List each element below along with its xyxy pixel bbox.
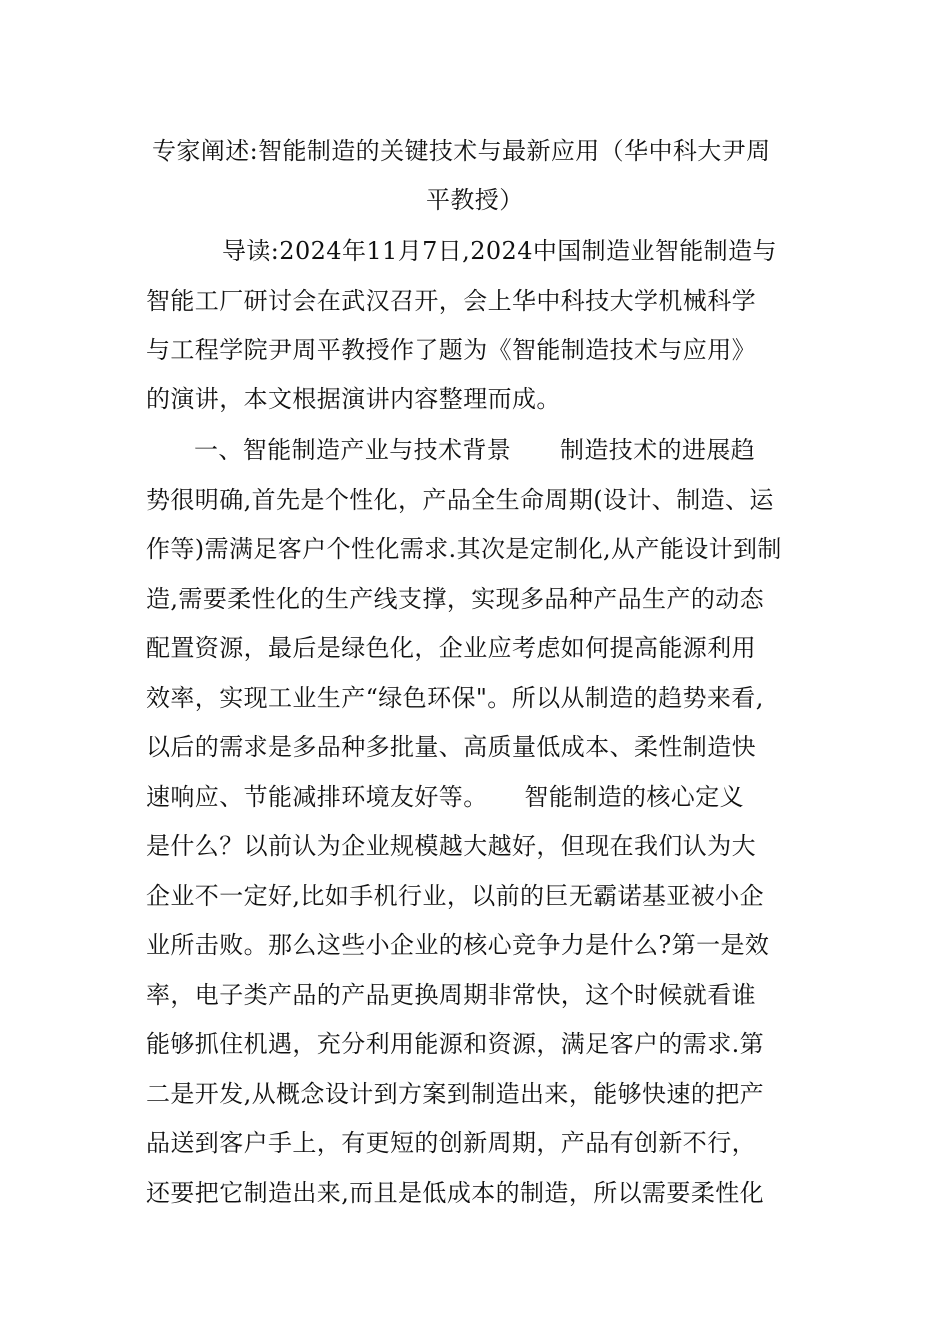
paragraph-line: 的演讲，本文根据演讲内容整理而成。 (146, 385, 561, 413)
paragraph-line: 势很明确,首先是个性化，产品全生命周期(设计、制造、运 (146, 486, 774, 514)
paragraph-line: 品送到客户手上，有更短的创新周期，产品有创新不行， (146, 1129, 756, 1157)
paragraph-line: 业所击败。那么这些小企业的核心竞争力是什么?第一是效 (146, 931, 770, 959)
paragraph-line: 二是开发,从概念设计到方案到制造出来，能够快速的把产 (146, 1080, 765, 1108)
paragraph-line: 是什么？以前认为企业规模越大越好，但现在我们认为大 (146, 832, 756, 860)
paragraph-line: 配置资源，最后是绿色化，企业应考虑如何提高能源利用 (146, 634, 756, 662)
paragraph-line: 还要把它制造出来,而且是低成本的制造，所以需要柔性化 (146, 1179, 765, 1207)
paragraph-line: 以后的需求是多品种多批量、高质量低成本、柔性制造快 (146, 733, 756, 761)
paragraph-line: 造,需要柔性化的生产线支撑，实现多品种产品生产的动态 (146, 585, 765, 613)
paragraph-line: 能够抓住机遇，充分利用能源和资源，满足客户的需求.第 (146, 1030, 765, 1058)
paragraph-line: 智能工厂研讨会在武汉召开，会上华中科技大学机械科学 (146, 287, 756, 315)
paragraph-line: 速响应、节能减排环境友好等。 智能制造的核心定义 (146, 783, 744, 811)
document-title-line-2: 平教授） (426, 186, 524, 214)
paragraph-line: 与工程学院尹周平教授作了题为《智能制造技术与应用》 (146, 336, 756, 364)
paragraph-line: 导读:2024年11月7日,2024中国制造业智能制造与 (222, 237, 777, 265)
paragraph-line: 一、智能制造产业与技术背景 制造技术的进展趋 (194, 436, 756, 464)
paragraph-line: 率，电子类产品的产品更换周期非常快，这个时候就看谁 (146, 981, 756, 1009)
paragraph-line: 效率，实现工业生产“绿色环保"。所以从制造的趋势来看, (146, 684, 764, 712)
document-title-line-1: 专家阐述:智能制造的关键技术与最新应用（华中科大尹周 (152, 137, 771, 165)
paragraph-line: 企业不一定好,比如手机行业，以前的巨无霸诺基亚被小企 (146, 882, 765, 910)
paragraph-line: 作等)需满足客户个性化需求.其次是定制化,从产能设计到制 (146, 535, 782, 563)
